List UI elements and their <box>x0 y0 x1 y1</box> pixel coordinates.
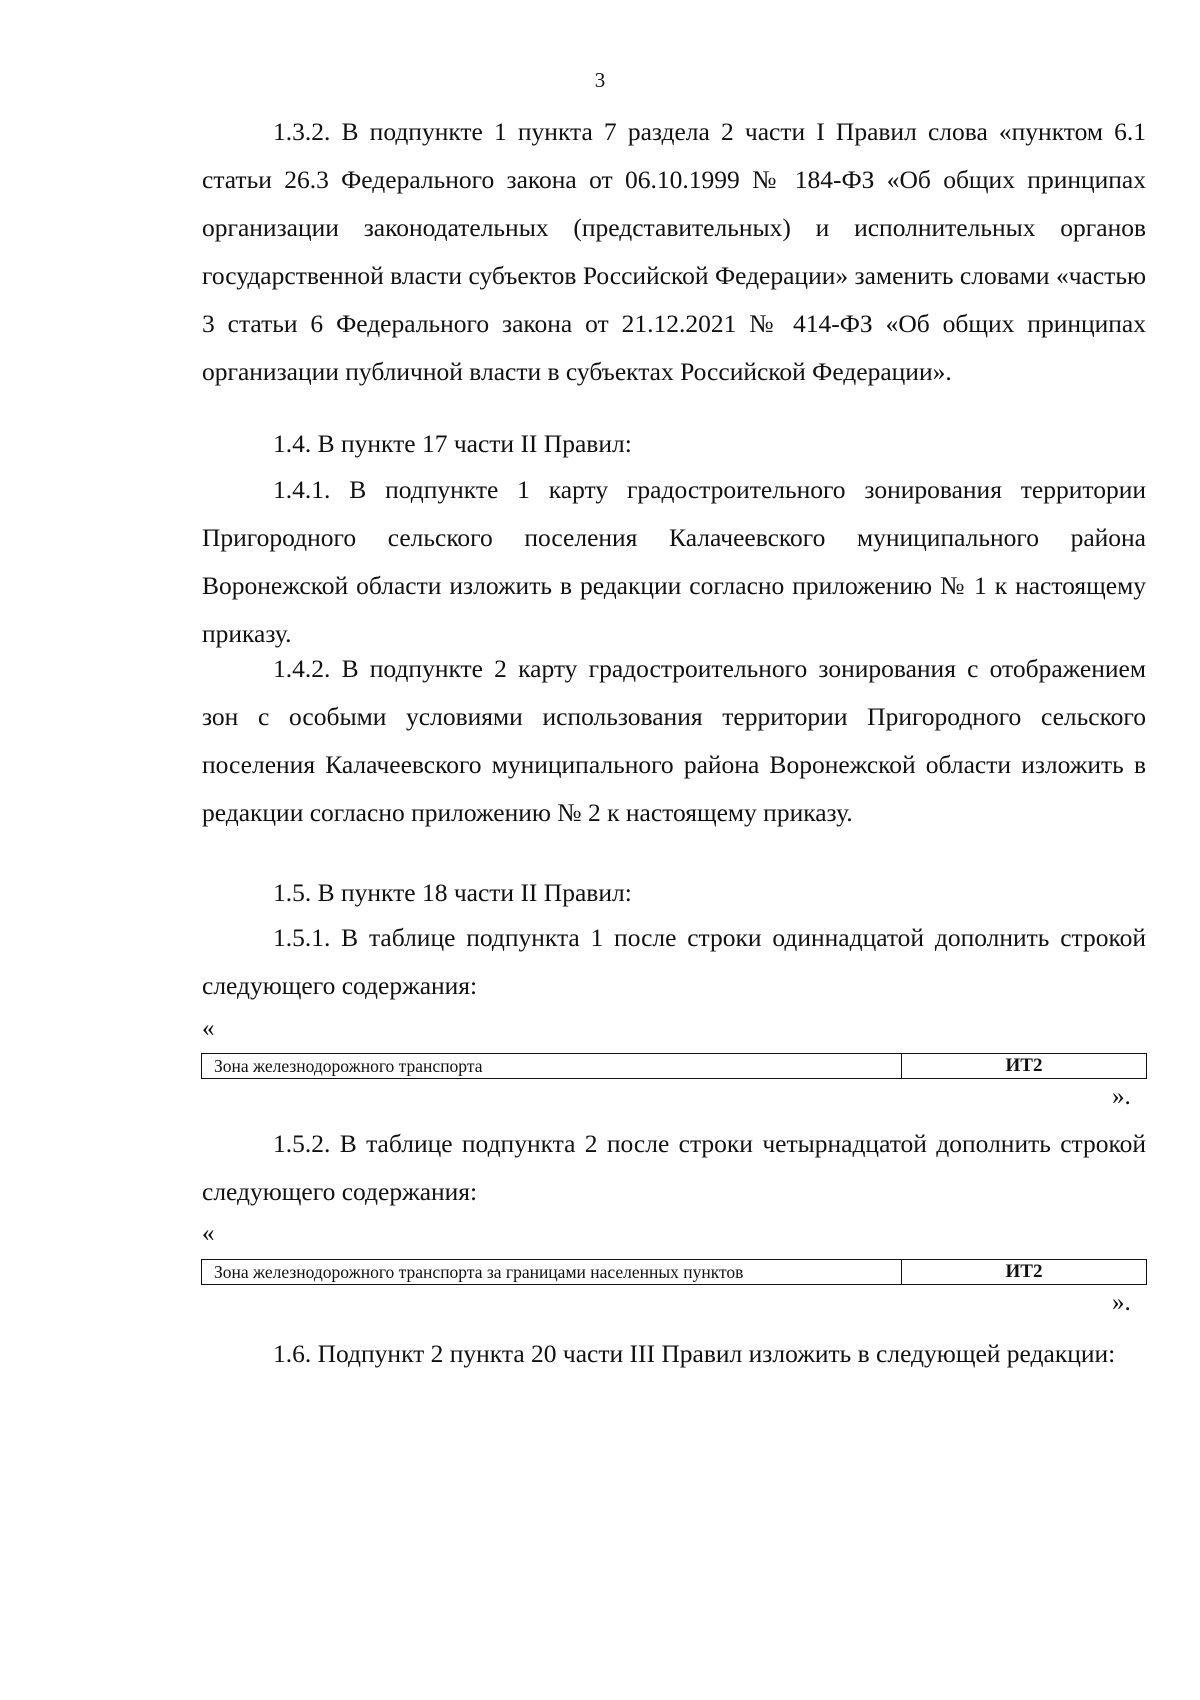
quote-open-1: « <box>202 1015 215 1042</box>
paragraph-1-3-2: 1.3.2. В подпункте 1 пункта 7 раздела 2 части I Правил слова «пунктом 6.1 статьи 26.3 Федерального закона от 06.10.1999 № 184-ФЗ «Об общих принципах организации законодательных (представительных) и исполнительных органов государственной власти субъектов Российской Федерации» заменить словами «частью 3 статьи 6 Федерального закона от 21.12.2021 № 414-ФЗ «Об общих принципах организации публичной власти в субъектах Российской Федерации». <box>202 117 1146 386</box>
zone-code-cell: ИТ2 <box>902 1054 1147 1079</box>
quote-close-1: ». <box>1112 1083 1131 1110</box>
quote-open-2: « <box>202 1220 215 1247</box>
paragraph-1-4-1: 1.4.1. В подпункте 1 карту градостроительного зонирования территории Пригородного сельского поселения Калачеевского муниципального района Воронежской области изложить в редакции согласно приложению № 1 к настоящему приказу. <box>202 475 1146 648</box>
zone-name-cell: Зона железнодорожного транспорта за границами населенных пунктов <box>202 1260 902 1285</box>
paragraph-1-5-2: 1.5.2. В таблице подпункта 2 после строки четырнадцатой дополнить строкой следующего содержания: <box>202 1129 1146 1206</box>
paragraph-1-4-2: 1.4.2. В подпункте 2 карту градостроительного зонирования с отображением зон с особыми условиями использования территории Пригородного сельского поселения Калачеевского муниципального района Воронежской области изложить в редакции согласно приложению № 2 к настоящему приказу. <box>202 654 1146 827</box>
page-number: 3 <box>594 68 606 92</box>
paragraph-1-4: 1.4. В пункте 17 части II Правил: <box>273 429 632 458</box>
table-row <box>202 1054 1147 1079</box>
zone-table-1 <box>201 1053 1147 1079</box>
paragraph-1-6: 1.6. Подпункт 2 пункта 20 части III Правил изложить в следующей редакции: <box>273 1339 1116 1368</box>
zone-table-2 <box>201 1259 1147 1285</box>
zone-name-cell: Зона железнодорожного транспорта <box>202 1054 902 1079</box>
paragraph-1-5: 1.5. В пункте 18 части II Правил: <box>273 878 632 907</box>
table-row <box>202 1260 1147 1285</box>
paragraph-1-5-1: 1.5.1. В таблице подпункта 1 после строки одиннадцатой дополнить строкой следующего содержания: <box>202 923 1146 1000</box>
quote-close-2: ». <box>1112 1289 1131 1316</box>
zone-code-cell: ИТ2 <box>902 1260 1147 1285</box>
